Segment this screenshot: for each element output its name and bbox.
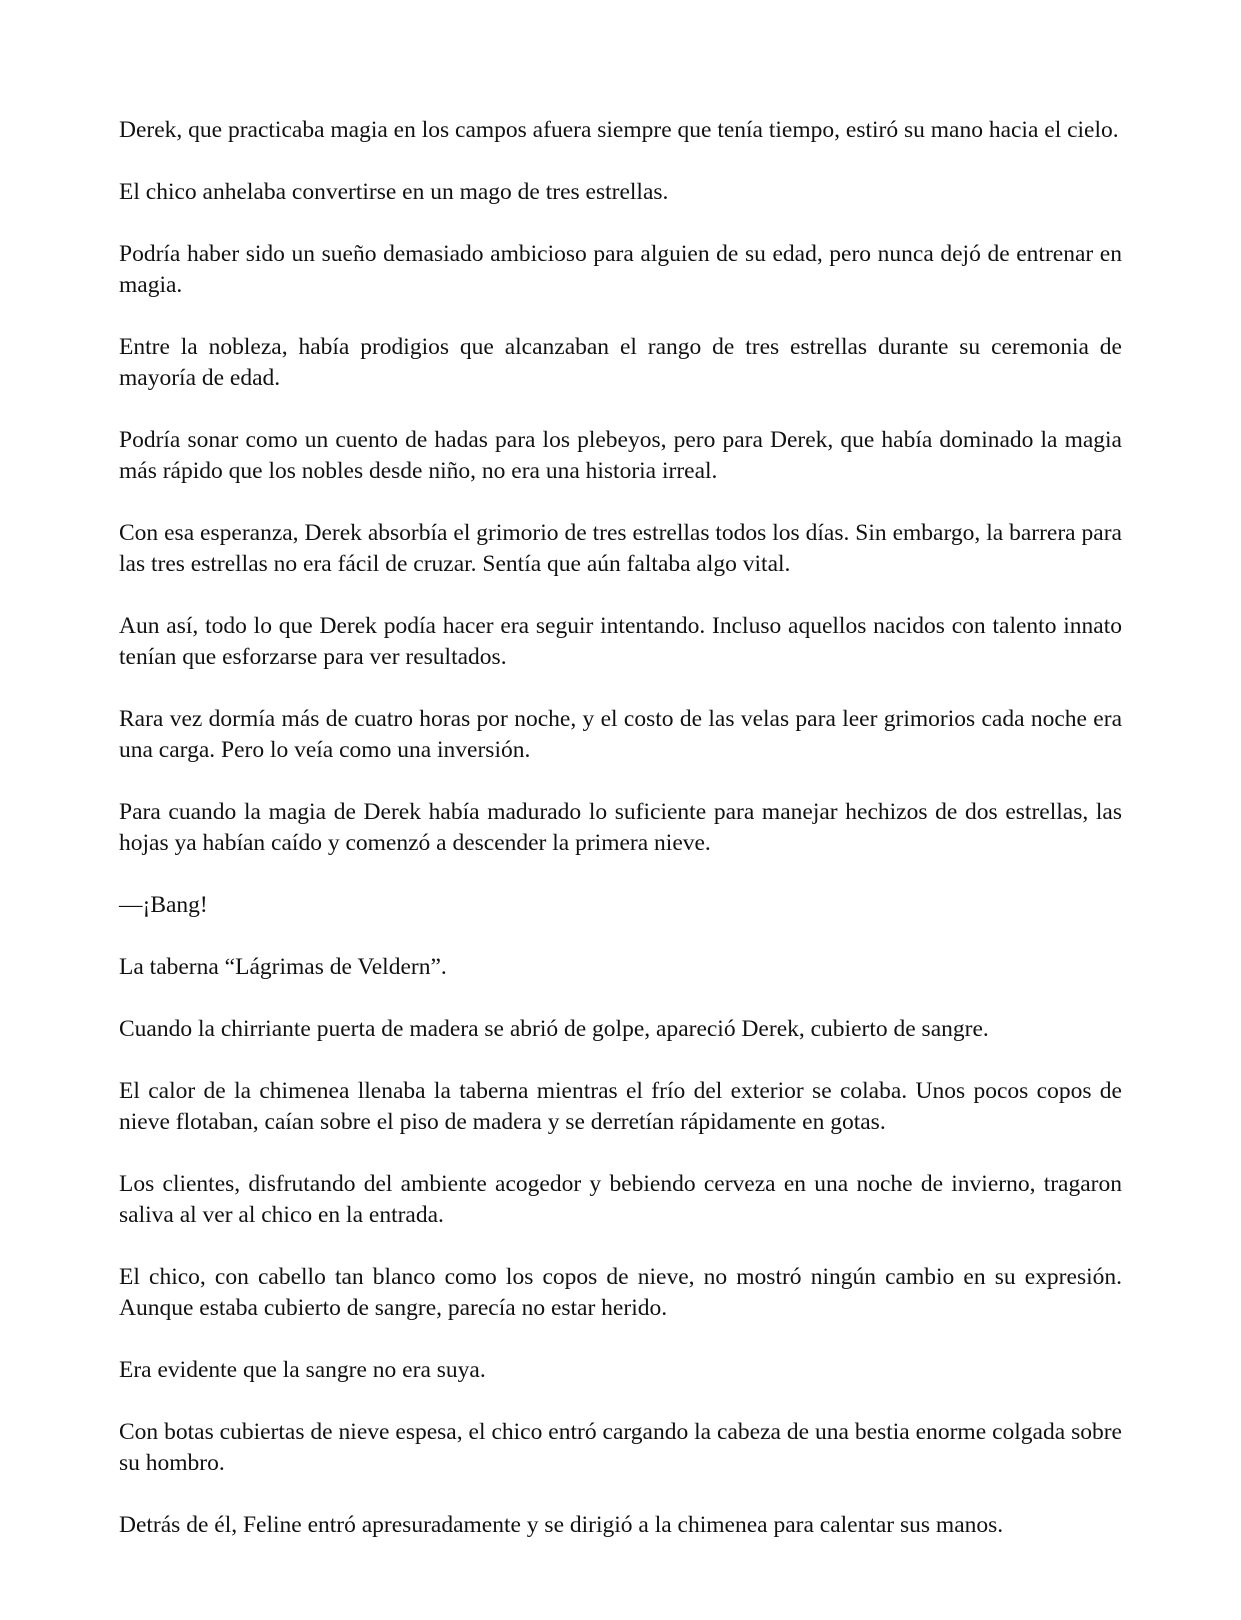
paragraph: Rara vez dormía más de cuatro horas por noche, y el costo de las velas para leer grimorios cada noche era una carga. Pero lo veía como una inversión. [119,706,1122,763]
paragraph: Detrás de él, Feline entró apresuradamente y se dirigió a la chimenea para calentar sus manos. [119,1512,1004,1538]
paragraph: Podría sonar como un cuento de hadas para los plebeyos, pero para Derek, que había dominado la magia más rápido que los nobles desde niño, no era una historia irreal. [119,427,1122,484]
paragraph: El chico, con cabello tan blanco como los copos de nieve, no mostró ningún cambio en su expresión. Aunque estaba cubierto de sangre, parecía no estar herido. [119,1264,1122,1321]
paragraph: Era evidente que la sangre no era suya. [119,1357,486,1383]
paragraph: Aun así, todo lo que Derek podía hacer era seguir intentando. Incluso aquellos nacidos con talento innato tenían que esforzarse para ver resultados. [119,613,1122,670]
paragraph: La taberna “Lágrimas de Veldern”. [119,954,447,980]
paragraph: Podría haber sido un sueño demasiado ambicioso para alguien de su edad, pero nunca dejó de entrenar en magia. [119,241,1122,298]
paragraph: —¡Bang! [119,892,208,918]
paragraph: Entre la nobleza, había prodigios que alcanzaban el rango de tres estrellas durante su ceremonia de mayoría de edad. [119,334,1122,391]
paragraph: Para cuando la magia de Derek había madurado lo suficiente para manejar hechizos de dos estrellas, las hojas ya habían caído y comenzó a descender la primera nieve. [119,799,1122,856]
paragraph: El chico anhelaba convertirse en un mago de tres estrellas. [119,179,669,205]
paragraph: Cuando la chirriante puerta de madera se abrió de golpe, apareció Derek, cubierto de sangre. [119,1016,989,1042]
document-body [119,115,1122,1541]
paragraph: Derek, que practicaba magia en los campos afuera siempre que tenía tiempo, estiró su mano hacia el cielo. [119,117,1119,143]
paragraph: Los clientes, disfrutando del ambiente acogedor y bebiendo cerveza en una noche de invierno, tragaron saliva al ver al chico en la entrada. [119,1171,1122,1228]
paragraph: Con botas cubiertas de nieve espesa, el chico entró cargando la cabeza de una bestia enorme colgada sobre su hombro. [119,1419,1122,1476]
paragraph: Con esa esperanza, Derek absorbía el grimorio de tres estrellas todos los días. Sin embargo, la barrera para las tres estrellas no era fácil de cruzar. Sentía que aún faltaba algo vital. [119,520,1122,577]
paragraph: El calor de la chimenea llenaba la taberna mientras el frío del exterior se colaba. Unos pocos copos de nieve flotaban, caían sobre el piso de madera y se derretían rápidamente en gotas. [119,1078,1122,1135]
